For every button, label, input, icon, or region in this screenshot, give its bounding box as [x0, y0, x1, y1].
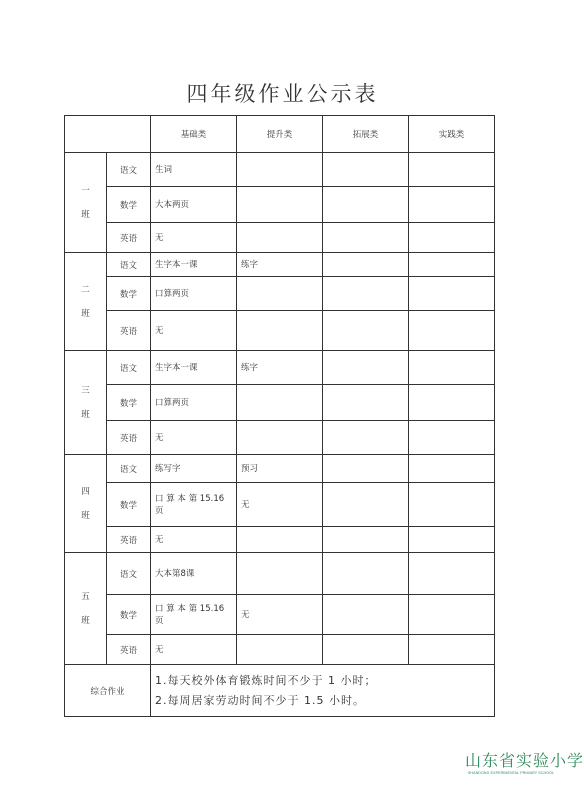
improve-homework-cell: 练字	[237, 253, 323, 277]
basic-homework-cell: 大本两页	[151, 187, 237, 223]
header-basic: 基础类	[151, 116, 237, 153]
basic-homework-cell: 大本第8课	[151, 553, 237, 595]
subject-cell-english: 英语	[107, 311, 151, 351]
table-row	[65, 223, 495, 253]
practice-homework-cell	[409, 455, 495, 483]
header-practice: 实践类	[409, 116, 495, 153]
class-label-char: 一	[81, 185, 90, 196]
header-expand: 拓展类	[323, 116, 409, 153]
table-row	[65, 527, 495, 553]
expand-homework-cell	[323, 527, 409, 553]
summary-line-2: 2.每周居家劳动时间不少于 1.5 小时。	[155, 693, 365, 707]
subject-cell-english: 英语	[107, 527, 151, 553]
summary-row	[65, 665, 495, 717]
basic-homework-cell: 口算两页	[151, 277, 237, 311]
table-row	[65, 553, 495, 595]
school-logo-subtitle: SHANDONG EXPERIMENTAL PRIMARY SCHOOL	[467, 771, 555, 775]
table-row	[65, 277, 495, 311]
basic-homework-cell: 无	[151, 421, 237, 455]
basic-homework-cell: 生字本一课	[151, 351, 237, 385]
expand-homework-cell	[323, 483, 409, 527]
basic-homework-cell: 练写字	[151, 455, 237, 483]
table-header-row	[65, 116, 495, 153]
improve-homework-cell	[237, 421, 323, 455]
class-label-char: 班	[81, 510, 90, 521]
subject-cell-english: 英语	[107, 223, 151, 253]
subject-cell-chinese: 语文	[107, 153, 151, 187]
table-row	[65, 483, 495, 527]
practice-homework-cell	[409, 385, 495, 421]
class-label-1	[65, 153, 107, 253]
table-row	[65, 351, 495, 385]
practice-homework-cell	[409, 187, 495, 223]
expand-homework-cell	[323, 385, 409, 421]
improve-homework-cell	[237, 385, 323, 421]
basic-homework-cell: 口 算 本 第 15.16 页	[151, 483, 237, 527]
improve-homework-cell	[237, 223, 323, 253]
practice-homework-cell	[409, 253, 495, 277]
improve-homework-cell	[237, 153, 323, 187]
table-row	[65, 595, 495, 635]
improve-homework-cell: 无	[237, 483, 323, 527]
improve-homework-cell: 练字	[237, 351, 323, 385]
table-row	[65, 153, 495, 187]
expand-homework-cell	[323, 595, 409, 635]
table-row	[65, 421, 495, 455]
summary-label: 综合作业	[65, 665, 151, 717]
practice-homework-cell	[409, 277, 495, 311]
school-logo	[465, 748, 584, 775]
class-label-3	[65, 351, 107, 455]
class-label-char: 班	[81, 615, 90, 626]
subject-cell-english: 英语	[107, 421, 151, 455]
class-label-2	[65, 253, 107, 351]
basic-homework-cell: 生词	[151, 153, 237, 187]
subject-cell-math: 数学	[107, 187, 151, 223]
practice-homework-cell	[409, 527, 495, 553]
class-label-char: 班	[81, 209, 90, 220]
subject-cell-chinese: 语文	[107, 351, 151, 385]
summary-content	[151, 665, 495, 717]
header-improve: 提升类	[237, 116, 323, 153]
table-row	[65, 635, 495, 665]
school-logo-text: 山东省实验小学	[465, 751, 584, 770]
page-title: 四年级作业公示表	[186, 82, 379, 106]
improve-homework-cell	[237, 187, 323, 223]
homework-table	[64, 115, 495, 717]
practice-homework-cell	[409, 635, 495, 665]
table-row	[65, 253, 495, 277]
expand-homework-cell	[323, 253, 409, 277]
basic-homework-cell: 无	[151, 223, 237, 253]
practice-homework-cell	[409, 553, 495, 595]
class-label-char: 二	[81, 284, 90, 295]
subject-cell-math: 数学	[107, 483, 151, 527]
table-row	[65, 311, 495, 351]
expand-homework-cell	[323, 351, 409, 385]
class-label-char: 三	[81, 385, 90, 396]
corner-cell	[65, 116, 151, 153]
summary-line-1: 1.每天校外体育锻炼时间不少于 1 小时；	[155, 673, 377, 687]
basic-homework-cell: 无	[151, 311, 237, 351]
basic-homework-cell: 无	[151, 635, 237, 665]
subject-cell-english: 英语	[107, 635, 151, 665]
subject-cell-math: 数学	[107, 277, 151, 311]
expand-homework-cell	[323, 311, 409, 351]
expand-homework-cell	[323, 223, 409, 253]
subject-cell-chinese: 语文	[107, 253, 151, 277]
table-row	[65, 187, 495, 223]
basic-homework-cell: 口算两页	[151, 385, 237, 421]
expand-homework-cell	[323, 553, 409, 595]
expand-homework-cell	[323, 153, 409, 187]
class-label-char: 五	[81, 591, 90, 602]
expand-homework-cell	[323, 455, 409, 483]
improve-homework-cell	[237, 311, 323, 351]
subject-cell-math: 数学	[107, 385, 151, 421]
class-label-char: 班	[81, 308, 90, 319]
improve-homework-cell: 无	[237, 595, 323, 635]
basic-homework-cell: 生字本一课	[151, 253, 237, 277]
subject-cell-math: 数学	[107, 595, 151, 635]
subject-cell-chinese: 语文	[107, 553, 151, 595]
practice-homework-cell	[409, 421, 495, 455]
practice-homework-cell	[409, 595, 495, 635]
improve-homework-cell	[237, 527, 323, 553]
improve-homework-cell: 预习	[237, 455, 323, 483]
improve-homework-cell	[237, 635, 323, 665]
class-label-4	[65, 455, 107, 553]
basic-homework-cell: 口 算 本 第 15.16 页	[151, 595, 237, 635]
class-label-char: 四	[81, 486, 90, 497]
class-label-char: 班	[81, 409, 90, 420]
practice-homework-cell	[409, 483, 495, 527]
class-label-5	[65, 553, 107, 665]
improve-homework-cell	[237, 277, 323, 311]
expand-homework-cell	[323, 277, 409, 311]
table-row	[65, 385, 495, 421]
basic-homework-cell: 无	[151, 527, 237, 553]
expand-homework-cell	[323, 421, 409, 455]
table-row	[65, 455, 495, 483]
practice-homework-cell	[409, 153, 495, 187]
expand-homework-cell	[323, 187, 409, 223]
practice-homework-cell	[409, 311, 495, 351]
expand-homework-cell	[323, 635, 409, 665]
practice-homework-cell	[409, 223, 495, 253]
practice-homework-cell	[409, 351, 495, 385]
subject-cell-chinese: 语文	[107, 455, 151, 483]
improve-homework-cell	[237, 553, 323, 595]
